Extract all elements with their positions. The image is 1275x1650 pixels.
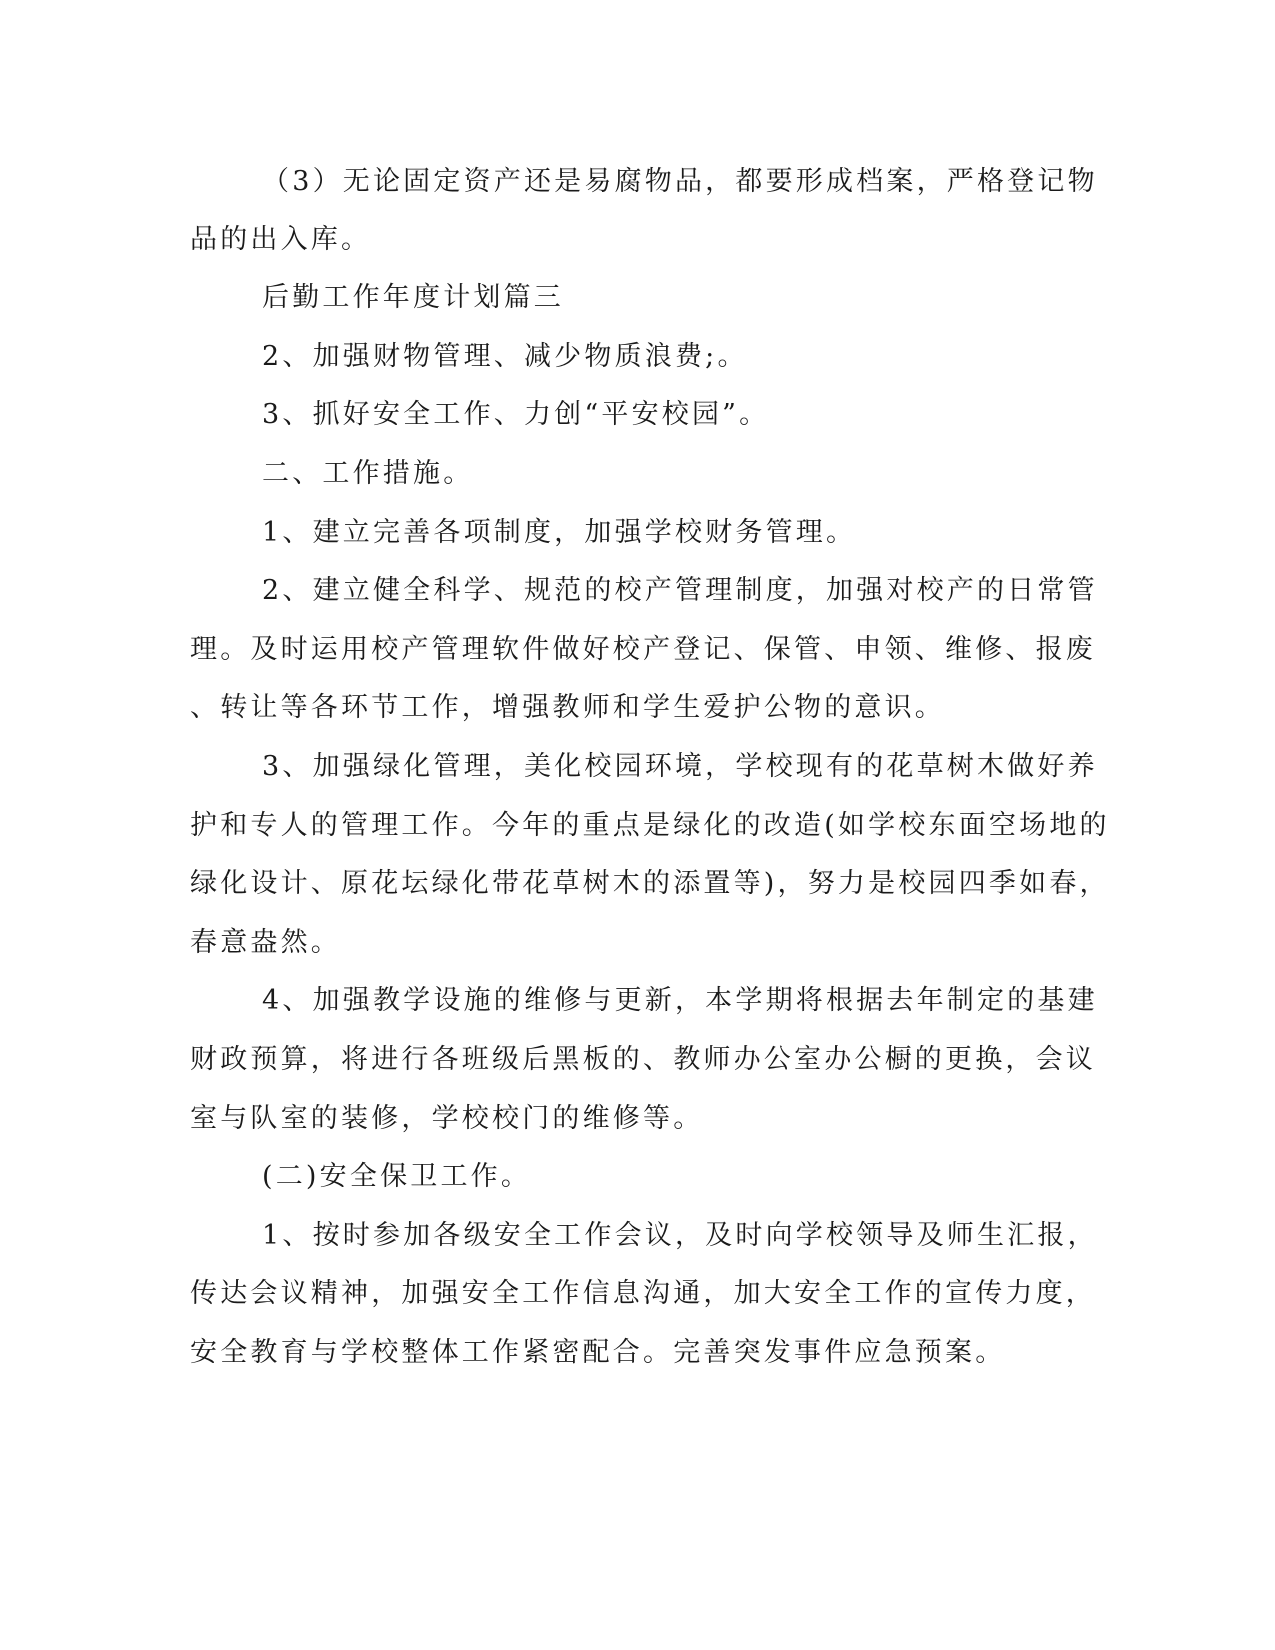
paragraph-line: 1、按时参加各级安全工作会议，及时向学校领导及师生汇报，: [262, 1220, 1098, 1251]
paragraph-line: 1、建立完善各项制度，加强学校财务管理。: [262, 517, 857, 548]
section-heading: 二、工作措施。: [262, 458, 474, 489]
paragraph-line: 绿化设计、原花坛绿化带花草树木的添置等)，努力是校园四季如春，: [190, 868, 1110, 899]
paragraph-line: 财政预算，将进行各班级后黑板的、教师办公室办公橱的更换，会议: [190, 1044, 1096, 1075]
paragraph-line: 护和专人的管理工作。今年的重点是绿化的改造(如学校东面空场地的: [190, 810, 1110, 841]
paragraph-line: 春意盎然。: [190, 927, 341, 958]
paragraph-line: 传达会议精神，加强安全工作信息沟通，加大安全工作的宣传力度，: [190, 1278, 1096, 1309]
paragraph-line: 、转让等各环节工作，增强教师和学生爱护公物的意识。: [190, 692, 945, 723]
paragraph-line: 2、加强财物管理、减少物质浪费;。: [262, 341, 748, 372]
paragraph-line: 2、建立健全科学、规范的校产管理制度，加强对校产的日常管: [262, 575, 1098, 606]
paragraph-line: 4、加强教学设施的维修与更新，本学期将根据去年制定的基建: [262, 985, 1098, 1016]
paragraph-line: 室与队室的装修，学校校门的维修等。: [190, 1103, 704, 1134]
paragraph-line: 品的出入库。: [190, 224, 372, 255]
paragraph-line: 3、抓好安全工作、力创“平安校园”。: [262, 399, 770, 430]
paragraph-line: 3、加强绿化管理，美化校园环境，学校现有的花草树木做好养: [262, 751, 1098, 782]
paragraph-line: 理。及时运用校产管理软件做好校产登记、保管、申领、维修、报废: [190, 634, 1096, 665]
paragraph-line: （3）无论固定资产还是易腐物品，都要形成档案，严格登记物: [262, 166, 1098, 197]
section-heading: 后勤工作年度计划篇三: [262, 282, 564, 313]
section-heading: (二)安全保卫工作。: [262, 1161, 532, 1192]
paragraph-line: 安全教育与学校整体工作紧密配合。完善突发事件应急预案。: [190, 1337, 1006, 1368]
